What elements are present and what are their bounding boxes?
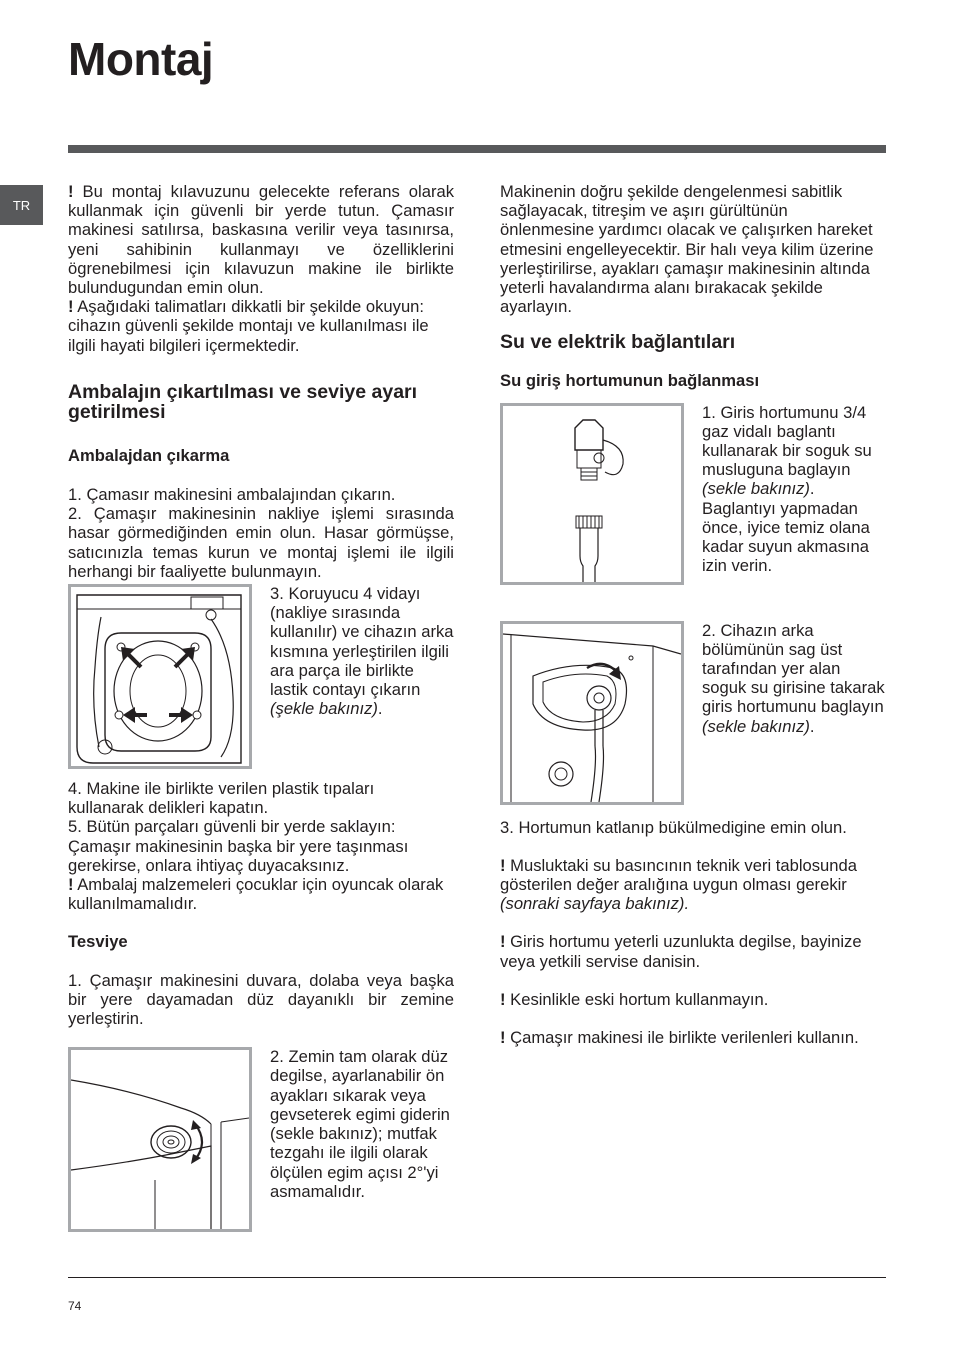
- warning-icon: !: [68, 875, 74, 895]
- page-title: Montaj: [68, 33, 214, 85]
- right-column: [500, 182, 886, 1047]
- section-heading-connections: Su ve elektrik bağlantıları: [500, 331, 736, 354]
- unpack-step-5: 5. Bütün parçaları güvenli bir yerde saklayın: Çamaşır makinesinin başka bir yere taşınması gerekirse, onlara ihtiyaç duyacaksınız.: [68, 817, 409, 875]
- page-number: 74: [68, 1299, 82, 1313]
- warning-icon: !: [68, 297, 74, 317]
- figure-adjustable-foot: [68, 1047, 252, 1232]
- unpack-step-4: 4. Makine ile birlikte verilen plastik tıpaları kullanarak delikleri kapatın.: [68, 779, 375, 818]
- inlet-step-1-block: [702, 403, 886, 576]
- unpack-step-2: 2. Çamaşır makinesinin nakliye işlemi sırasında hasar görmediğinden emin olun. Hasar görmüşse, satıcınızla temas kurun ve montaj işlemi ile ilgili herhangi bir faaliyette bulunmayın.: [68, 504, 454, 581]
- language-tab: TR: [0, 185, 43, 225]
- level-step-2: 2. Zemin tam olarak düz degilse, ayarlanabilir ön ayakları sıkarak veya gevseterek egimi giderin (sekle bakınız); mutfak tezgahı ile ilgili olarak ölçülen egim açısı 2°'yi asmamalıdır.: [270, 1047, 450, 1201]
- header-rule: [68, 145, 886, 153]
- warning-icon: !: [500, 989, 506, 1009]
- inlet-step-2: 2. Cihazın arka bölümünün sag üst tarafından yer alan soguk su girisine takarak giris hortumunu baglayın (sekle bakınız).: [702, 620, 885, 736]
- section-heading-unpacking: Ambalajın çıkartılması ve seviye ayarı getirilmesi: [68, 380, 418, 423]
- unpack-warning: ! Ambalaj malzemeleri çocuklar için oyuncak olarak kullanılmamalıdır.: [68, 875, 444, 914]
- subheading-inlet-hose: Su giriş hortumunun bağlanması: [500, 371, 760, 391]
- inlet-step-3: 3. Hortumun katlanıp bükülmedigine emin olun.: [500, 817, 847, 837]
- warning-pressure: ! Musluktaki su basıncının teknik veri tablosunda gösterilen değer aralığına uygun olması gerekir (sonraki sayfaya bakınız).: [500, 855, 857, 914]
- warning-old-hose: ! Kesinlikle eski hortum kullanmayın.: [500, 989, 769, 1009]
- left-column: [68, 182, 454, 1232]
- warning-icon: !: [500, 855, 506, 875]
- warning-supplied-parts: ! Çamaşır makinesi ile birlikte verilenleri kullanın.: [500, 1028, 859, 1048]
- figure-rear-transport-screws: [68, 584, 252, 769]
- leveling-intro: Makinenin doğru şekilde dengelenmesi sabitlik sağlayacak, titreşim ve aşırı gürültünün önlenmesine yardımcı olacak ve çalışırken hareket etmesini engelleyecektir. Bir halı veya kilim üzerine yerleştirilirse, ayakları çamaşır makinesinin altında yeterli havalandırma alanı bırakacak şekilde ayarlayın.: [500, 182, 874, 317]
- warning-hose-length: ! Giris hortumu yeterli uzunlukta degilse, bayinize veya yetkili servise danisin.: [500, 932, 862, 971]
- warning-icon: !: [500, 932, 506, 952]
- figure-tap-connection: [500, 403, 684, 585]
- footer-rule: [68, 1277, 886, 1278]
- subheading-leveling: Tesviye: [68, 932, 128, 952]
- warning-icon: !: [500, 1028, 506, 1048]
- intro-paragraph-2: ! Aşağıdaki talimatları dikkatli bir şekilde okuyun: cihazın güvenli şekilde montajı ve kullanılması ile ilgili hayati bilgileri içermektedir.: [68, 297, 429, 355]
- inlet-step-1-note: Baglantıyı yapmadan önce, iyice temiz olana kadar suyun akmasına izin verin.: [702, 498, 870, 576]
- unpack-step-3: 3. Koruyucu 4 vidayı (nakliye sırasında kullanılır) ve cihazın arka kısmına yerleştirilen ilgili ara parça ile birlikte lastik contayı çıkarın (şekle bakınız).: [270, 584, 454, 719]
- warning-icon: !: [68, 182, 74, 201]
- unpack-step-1: 1. Çamasır makinesini ambalajından çıkarın.: [68, 485, 396, 505]
- inlet-step-1: 1. Giris hortumunu 3/4 gaz vidalı baglantı kullanarak bir soguk su musluguna baglayın (sekle bakınız).: [702, 402, 872, 499]
- intro-paragraph-1: ! Bu montaj kılavuzunu gelecekte referans olarak kullanmak için güvenli bir yerde tutun. Çamasır makinesi satılırsa, baskasına verilir veya tasınırsa, yeni sahibinin kullanmayı ve özelliklerini ögrenebilmesi için kılavuzun makine ile birlikte bulundugundan emin olun.: [68, 182, 454, 298]
- level-step-1: 1. Çamaşır makinesini duvara, dolaba veya başka bir yere dayamadan düz dayanıklı bir zemine yerleştirin.: [68, 970, 454, 1029]
- subheading-unpacking: Ambalajdan çıkarma: [68, 445, 230, 465]
- figure-inlet-rear: [500, 621, 684, 805]
